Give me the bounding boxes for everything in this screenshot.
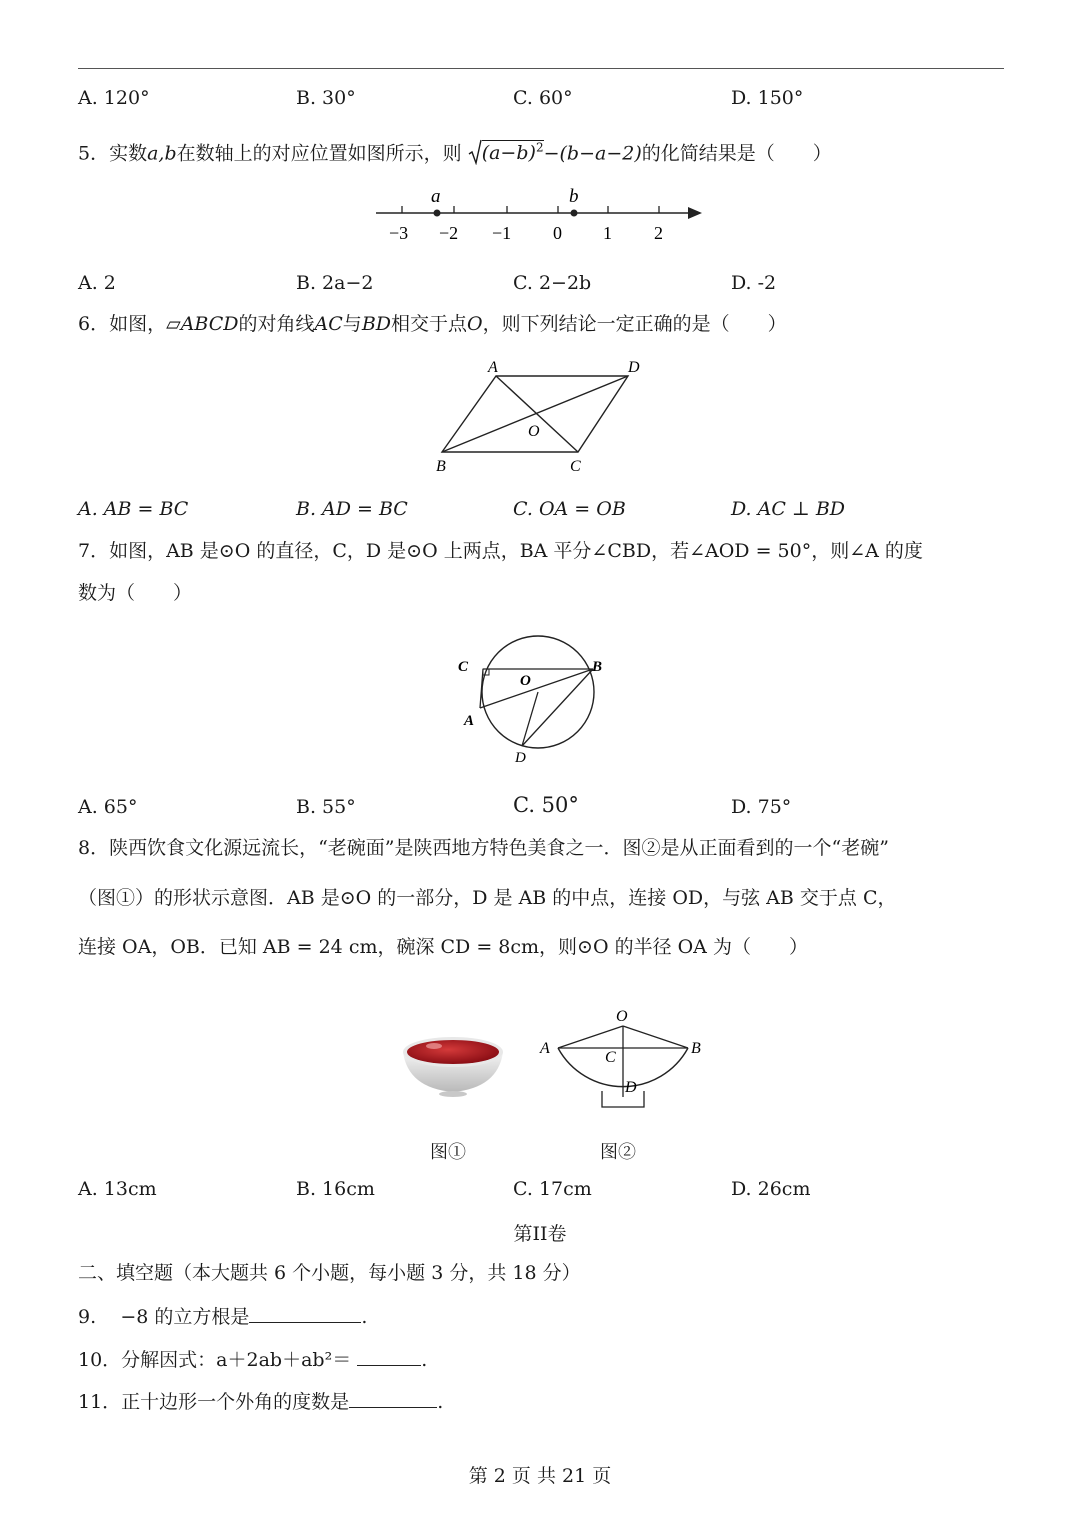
q6-text-d: 相交于点	[391, 313, 468, 335]
label-B: B	[436, 458, 446, 475]
q10-answer-blank[interactable]	[357, 1347, 421, 1366]
q9-answer-blank[interactable]	[249, 1304, 361, 1323]
q8-stem-line3: 连接 OA，OB．已知 AB = 24 cm，碗深 CD = 8cm，则⊙O 的半径 OA 为（ ）	[78, 936, 808, 958]
label-D: D	[628, 359, 640, 376]
point-a	[434, 210, 441, 217]
q11-end: .	[437, 1391, 444, 1413]
q8-option-b[interactable]: B. 16cm	[296, 1178, 375, 1200]
q5-stem	[78, 136, 832, 165]
q7-option-a[interactable]: A. 65°	[78, 796, 138, 818]
q5-suffix: 的化简结果是（ ）	[641, 142, 832, 165]
q5-expr2: −(b−a−2)	[543, 142, 642, 165]
label-C: C	[605, 1049, 616, 1066]
q10-text: 10．分解因式：a＋2ab＋ab²＝	[78, 1349, 352, 1371]
section-title: 第II卷	[513, 1223, 567, 1245]
label-a: a	[431, 186, 441, 207]
label-b: b	[569, 186, 579, 207]
q5-vars: a,b	[147, 142, 177, 165]
q6-o: O	[467, 313, 483, 335]
tick-label: 2	[654, 223, 663, 243]
q8-stem-line2: （图①）的形状示意图．AB 是⊙O 的一部分，D 是 AB 的中点，连接 OD，与弦 AB 交于点 C，	[78, 887, 897, 909]
q5-sup: 2	[535, 141, 544, 155]
label-O: O	[528, 423, 540, 440]
q7-stem-line2: 数为（ ）	[78, 582, 193, 604]
q8-option-d[interactable]: D. 26cm	[731, 1178, 811, 1200]
q7-option-c[interactable]: C. 50°	[513, 793, 579, 817]
point-b	[571, 210, 578, 217]
label-D: D	[515, 750, 526, 766]
tick-label: −3	[389, 223, 409, 243]
q6-option-c[interactable]: C. OA = OB	[513, 498, 626, 520]
q9-end: .	[361, 1306, 368, 1328]
q9-stem	[78, 1304, 367, 1329]
q10-stem	[78, 1347, 427, 1372]
q6-text-b: 的对角线	[238, 313, 315, 335]
arrow-icon	[688, 207, 702, 219]
q10-end: .	[421, 1349, 428, 1371]
label-B: B	[691, 1040, 701, 1057]
label-O: O	[616, 1008, 628, 1025]
header-rule	[78, 68, 1004, 69]
caption-figure-2: 图②	[600, 1142, 636, 1163]
tick-label: −1	[492, 223, 512, 243]
q6-ac: AC	[314, 313, 343, 335]
q6-option-b[interactable]: B. AD = BC	[296, 498, 408, 520]
tick-label: 0	[553, 223, 562, 243]
q11-stem	[78, 1389, 443, 1414]
q6-option-d[interactable]: D. AC ⊥ BD	[731, 498, 846, 520]
q4-option-c[interactable]: C. 60°	[513, 87, 573, 109]
q7-stem-line1: 7．如图，AB 是⊙O 的直径，C，D 是⊙O 上两点，BA 平分∠CBD，若∠AOD = 50°，则∠A 的度	[78, 540, 923, 562]
q9-text: −8 的立方根是	[120, 1306, 250, 1328]
bowl-diagram	[534, 1004, 714, 1116]
q7-option-d[interactable]: D. 75°	[731, 796, 792, 818]
q4-option-a[interactable]: A. 120°	[78, 87, 150, 109]
tick-label: −2	[439, 223, 459, 243]
label-A: A	[540, 1040, 550, 1057]
q6-option-a[interactable]: A. AB = BC	[78, 498, 189, 520]
circle-figure	[452, 622, 612, 768]
label-C: C	[570, 458, 581, 475]
q6-stem	[78, 312, 787, 336]
q5-option-a[interactable]: A. 2	[78, 272, 116, 294]
q5-option-d[interactable]: D. -2	[731, 272, 777, 294]
q9-num: 9.	[78, 1306, 97, 1328]
q11-text: 11．正十边形一个外角的度数是	[78, 1391, 350, 1413]
q6-bd: BD	[361, 313, 392, 335]
q4-option-b[interactable]: B. 30°	[296, 87, 356, 109]
label-B: B	[592, 659, 603, 675]
label-A: A	[464, 713, 475, 729]
q8-option-a[interactable]: A. 13cm	[78, 1178, 157, 1200]
q6-para: ▱ABCD	[166, 313, 239, 335]
label-D: D	[625, 1079, 637, 1096]
q5-sqrt	[468, 136, 544, 165]
section-heading: 二、填空题（本大题共 6 个小题，每小题 3 分，共 18 分）	[78, 1262, 581, 1284]
q5-option-c[interactable]: C. 2−2b	[513, 272, 592, 294]
parallelogram-figure	[430, 354, 650, 478]
q6-text-c: 与	[342, 313, 362, 335]
bowl-photo	[398, 1028, 508, 1100]
q7-option-b[interactable]: B. 55°	[296, 796, 356, 818]
label-O: O	[520, 673, 531, 689]
number-line-figure	[370, 182, 710, 248]
q6-text-a: 6．如图，	[78, 313, 167, 335]
q5-option-b[interactable]: B. 2a−2	[296, 272, 374, 294]
tick-label: 1	[603, 223, 612, 243]
q8-stem-line1: 8．陕西饮食文化源远流长，“老碗面”是陕西地方特色美食之一．图②是从正面看到的一个“老碗”	[78, 837, 889, 859]
page-footer: 第 2 页 共 21 页	[468, 1465, 612, 1487]
q4-option-d[interactable]: D. 150°	[731, 87, 804, 109]
q8-option-c[interactable]: C. 17cm	[513, 1178, 592, 1200]
q6-text-e: ，则下列结论一定正确的是（ ）	[482, 313, 787, 335]
q5-mid: 在数轴上的对应位置如图所示，则	[176, 142, 462, 165]
q5-expr1: (a−b)	[481, 142, 536, 165]
q5-prefix: 5．实数	[78, 142, 148, 165]
caption-figure-1: 图①	[430, 1142, 466, 1163]
sqrt-sign-icon	[468, 139, 482, 165]
q11-answer-blank[interactable]	[349, 1389, 437, 1408]
label-A: A	[488, 359, 498, 376]
label-C: C	[458, 659, 469, 675]
